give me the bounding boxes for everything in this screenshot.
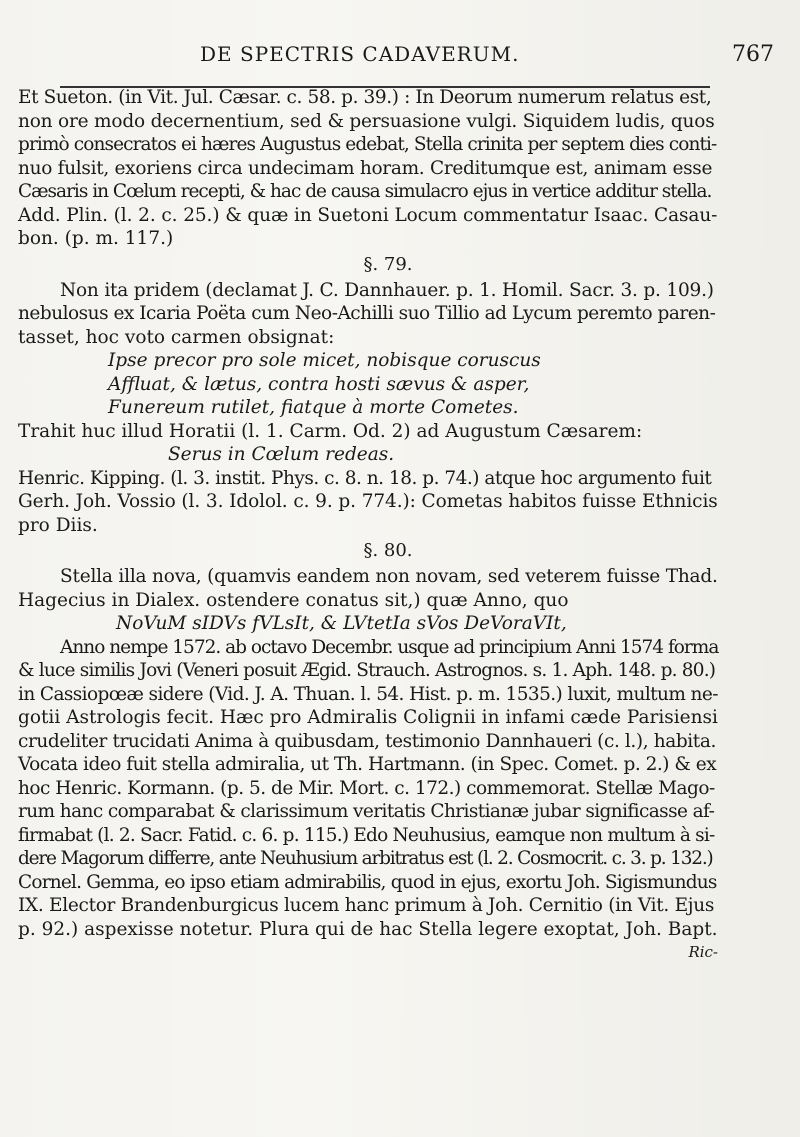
paragraph-2 xyxy=(18,279,718,350)
text-line: Et Sueton. (in Vit. Jul. Cæsar. c. 58. p. 39.) : In Deorum numerum relatus est, xyxy=(18,87,712,108)
text-line: bon. (p. m. 117.) xyxy=(18,228,174,249)
section-heading-79: §. 79. xyxy=(363,253,413,275)
text-line: nebulosus ex Icaria Poëta cum Neo-Achilli suo Tillio ad Lycum peremto paren- xyxy=(18,303,716,324)
paragraph-3: Trahit huc illud Horatii (l. 1. Carm. Od. 2) ad Augustum Cæsarem: xyxy=(18,420,643,442)
verse-2: Serus in Cœlum redeas. xyxy=(168,444,395,465)
chronogram: NoVuM sIDVs fVLsIt, & LVtetIa sVos DeVoraVIt, xyxy=(116,613,567,634)
text-line: nuo fulsit, exoriens circa undecimam horam. Creditumque est, animam esse xyxy=(18,157,713,179)
text-line: Gerh. Joh. Vossio (l. 3. Idolol. c. 9. p. 774.): Cometas habitos fuisse Ethnicis xyxy=(18,491,718,512)
text-line: hoc Henric. Kormann. (p. 5. de Mir. Mort. c. 172.) commemorat. Stellæ Mago- xyxy=(18,777,715,799)
text-line: Henric. Kipping. (l. 3. instit. Phys. c. 8. n. 18. p. 74.) atque hoc argumento fuit xyxy=(18,467,712,489)
page-header xyxy=(0,40,800,80)
page-body xyxy=(18,86,718,965)
paragraph-5 xyxy=(18,565,718,612)
running-title: DE SPECTRIS CADAVERUM. xyxy=(200,42,520,66)
text-line: p. 92.) aspexisse notetur. Plura qui de hac Stella legere exoptat, Joh. Bapt. xyxy=(18,918,718,940)
text-line: in Cassiopœæ sidere (Vid. J. A. Thuan. l. 54. Hist. p. m. 1535.) luxit, multum ne- xyxy=(18,683,718,705)
paragraph-4 xyxy=(18,467,718,538)
text-line: non ore modo decernentium, sed & persuasione vulgi. Siquidem ludis, quos xyxy=(18,110,715,132)
paragraph-6 xyxy=(18,636,718,942)
text-line: dere Magorum differre, ante Neuhusium arbitratus est (l. 2. Cosmocrit. c. 3. p. 132.) xyxy=(18,848,713,869)
text-line: Hagecius in Dialex. ostendere conatus sit,) quæ Anno, quo xyxy=(18,589,569,611)
verse-line: Funereum rutilet, fiatque à morte Cometes. xyxy=(108,397,519,418)
text-line: crudeliter trucidati Anima à quibusdam, testimonio Dannhaueri (c. l.), habita. xyxy=(18,730,716,752)
text-line: Add. Plin. (l. 2. c. 25.) & quæ in Suetoni Locum commentatur Isaac. Casau- xyxy=(18,204,718,226)
text-line: Non ita pridem (declamat J. C. Dannhauer. p. 1. Homil. Sacr. 3. p. 109.) xyxy=(60,279,714,301)
section-heading-80: §. 80. xyxy=(363,540,413,561)
text-line: pro Diis. xyxy=(18,514,98,536)
paragraph-1 xyxy=(18,86,718,251)
text-line: firmabat (l. 2. Sacr. Fatid. c. 6. p. 115.) Edo Neuhusius, eamque non multum à si- xyxy=(18,824,715,846)
text-line: Cæsaris in Cœlum recepti, & hac de causa simulacro ejus in vertice additur stella. xyxy=(18,181,712,202)
catchword: Ric- xyxy=(688,943,718,961)
verse-line: Affluat, & lætus, contra hosti sævus & asper, xyxy=(108,373,530,395)
text-line: rum hanc comparabat & clarissimum veritatis Christianæ jubar significasse af- xyxy=(18,801,715,822)
text-line: gotii Astrologis fecit. Hæc pro Admiralis Colignii in infami cæde Parisiensi xyxy=(18,707,718,728)
text-line: Cornel. Gemma, eo ipso etiam admirabilis, quod in ejus, exortu Joh. Sigismundus xyxy=(18,871,717,893)
text-line: Vocata ideo fuit stella admiralia, ut Th. Hartmann. (in Spec. Comet. p. 2.) & ex xyxy=(18,754,717,775)
text-line: Anno nempe 1572. ab octavo Decembr. usque ad principium Anni 1574 forma xyxy=(60,636,719,658)
text-line: & luce similis Jovi (Veneri posuit Ægid. Strauch. Astrognos. s. 1. Aph. 148. p. 80.) xyxy=(18,660,716,681)
text-line: primò consecratos ei hæres Augustus edebat, Stella crinita per septem dies conti- xyxy=(18,134,717,155)
verse-1 xyxy=(18,349,718,420)
text-line: IX. Elector Brandenburgicus lucem hanc primum à Joh. Cernitio (in Vit. Ejus xyxy=(18,895,715,916)
page-number: 767 xyxy=(732,42,774,67)
text-line: Stella illa nova, (quamvis eandem non novam, sed veterem fuisse Thad. xyxy=(60,566,718,587)
text-line: tasset, hoc voto carmen obsignat: xyxy=(18,326,335,348)
verse-line: Ipse precor pro sole micet, nobisque coruscus xyxy=(108,350,541,371)
